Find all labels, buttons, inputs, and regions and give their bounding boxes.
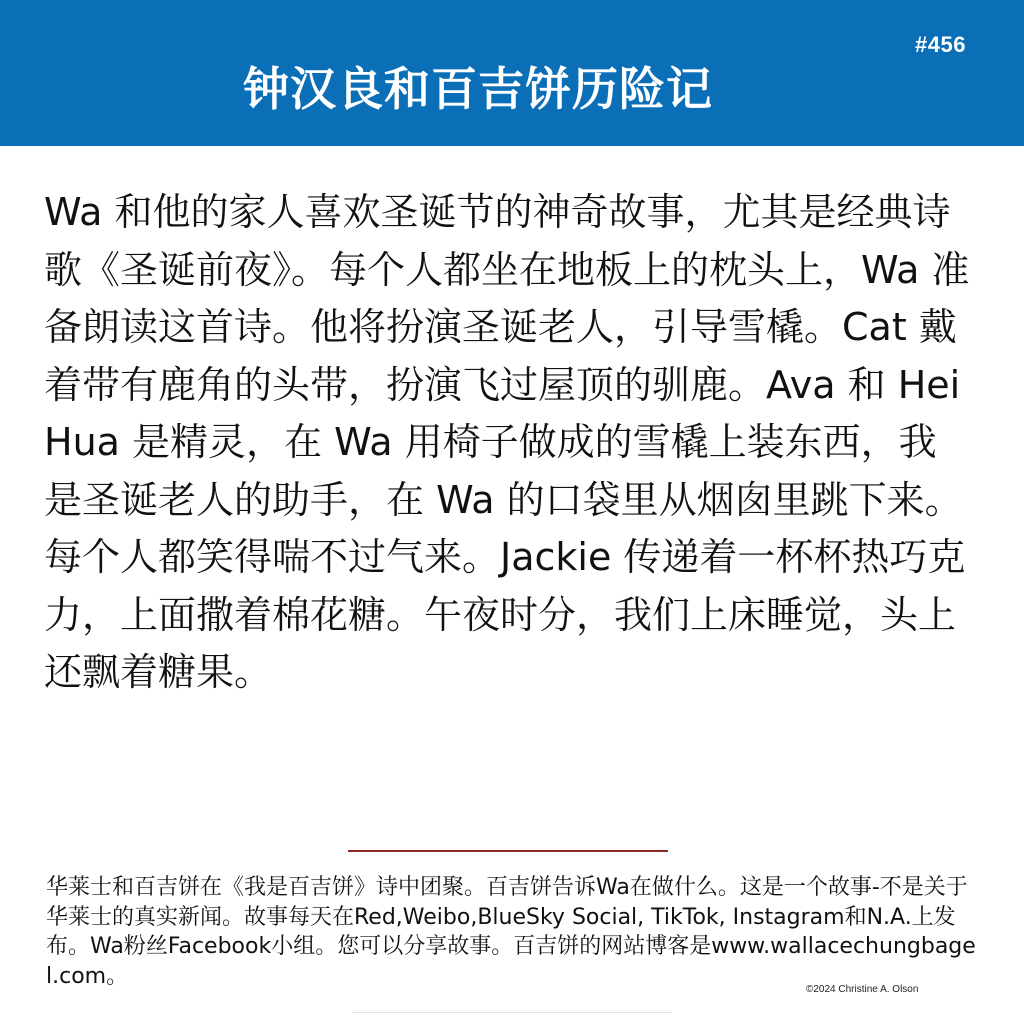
footer-divider (348, 850, 668, 852)
title-banner (0, 0, 1024, 146)
story-body: Wa 和他的家人喜欢圣诞节的神奇故事，尤其是经典诗歌《圣诞前夜》。每个人都坐在地板上的枕头上，Wa 准备朗读这首诗。他将扮演圣诞老人，引导雪橇。Cat 戴着带有鹿角的头带，扮演飞过屋顶的驯鹿。Ava 和 HeiHua 是精灵，在 Wa 用椅子做成的雪橇上装东西，我是圣诞老人的助手，在 Wa 的口袋里从烟囱里跳下来。每个人都笑得喘不过气来。Jackie 传递着一杯杯热巧克力，上面撒着棉花糖。午夜时分，我们上床睡觉，头上还飘着糖果。 (44, 190, 970, 694)
episode-number: #456 (915, 32, 966, 57)
copyright-notice: ©2024 Christine A. Olson (806, 984, 919, 995)
footer-note: 华莱士和百吉饼在《我是百吉饼》诗中团聚。百吉饼告诉Wa在做什么。这是一个故事-不是关于华莱士的真实新闻。故事每天在Red,Weibo,BlueSky Social, TikTok, Instagram和N.A.上发布。Wa粉丝Facebook小组。您可以分享故事。百吉饼的网站博客是www.wallacechungbagel.com。 (46, 875, 976, 989)
bottom-divider (352, 1012, 672, 1013)
page-title: 钟汉良和百吉饼历险记 (243, 62, 713, 116)
